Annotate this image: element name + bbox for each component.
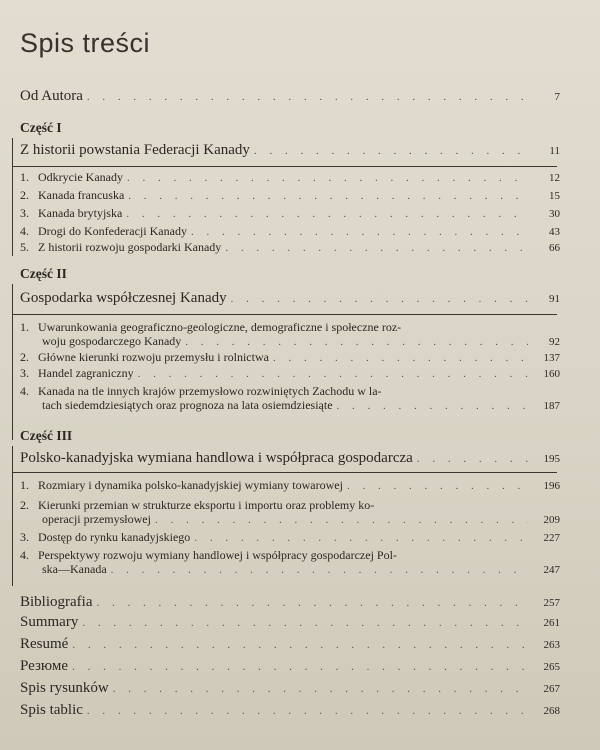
- part-title: [20, 450, 560, 470]
- toc-label: Od Autora: [20, 88, 83, 104]
- part-rule: [12, 314, 557, 315]
- leader-dots: [417, 453, 528, 465]
- toc-entry: [20, 366, 560, 386]
- part-rule: [12, 472, 557, 473]
- toc-page-number: 92: [549, 336, 560, 348]
- toc-entry: [42, 512, 560, 532]
- toc-page-number: 30: [549, 208, 560, 220]
- item-number: 1.: [20, 320, 29, 334]
- toc-page-number: 196: [543, 480, 560, 492]
- toc-entry-line1: [20, 548, 397, 563]
- toc-label: ska—Kanada: [42, 562, 107, 576]
- toc-page-number: 15: [549, 190, 560, 202]
- item-number: 1.: [20, 170, 29, 184]
- toc-label: Główne kierunki rozwoju przemysłu i rolnictwa: [38, 350, 269, 364]
- toc-page-number: 160: [543, 368, 560, 380]
- page-title: Spis treści: [20, 28, 151, 58]
- part-rule-vertical: [12, 138, 13, 256]
- toc-page-number: 263: [543, 639, 560, 651]
- toc-entry-back-matter: [20, 636, 560, 656]
- toc-entry-back-matter: [20, 594, 560, 614]
- toc-page-number: 265: [543, 661, 560, 673]
- leader-dots: [87, 91, 528, 103]
- toc-entry-line1: [20, 320, 401, 335]
- toc-page-number: 7: [554, 91, 560, 103]
- leader-dots: [72, 661, 528, 673]
- item-number: 3.: [20, 206, 29, 220]
- toc-label: Rozmiary i dynamika polsko-kanadyjskiej wymiany towarowej: [38, 478, 343, 492]
- toc-page-number: 268: [543, 705, 560, 717]
- toc-entry-line1: [20, 384, 382, 399]
- toc-entry: [20, 170, 560, 190]
- part-title: [20, 142, 560, 162]
- toc-entry-back-matter: [20, 614, 560, 634]
- toc-label: tach siedemdziesiątych oraz prognoza na lata osiemdziesiąte: [42, 398, 333, 412]
- toc-page-number: 43: [549, 226, 560, 238]
- leader-dots: [111, 564, 528, 576]
- toc-entry-back-matter: [20, 702, 560, 722]
- part-heading: Część III: [20, 428, 73, 443]
- leader-dots: [155, 514, 528, 526]
- toc-entry: [20, 478, 560, 498]
- toc-entry-back-matter: [20, 658, 560, 678]
- part-heading: Część II: [20, 266, 67, 281]
- item-number: 3.: [20, 530, 29, 544]
- leader-dots: [273, 352, 528, 364]
- toc-label: Summary: [20, 614, 79, 630]
- item-number: 2.: [20, 188, 29, 202]
- part-rule-vertical: [12, 284, 13, 440]
- toc-entry: [20, 206, 560, 226]
- part-title-text: Z historii powstania Federacji Kanady: [20, 142, 250, 158]
- item-number: 4.: [20, 224, 29, 238]
- toc-label: Bibliografia: [20, 594, 93, 610]
- leader-dots: [126, 208, 528, 220]
- toc-label-line1: Perspektywy rozwoju wymiany handlowej i współpracy gospodarczej Pol-: [38, 548, 397, 562]
- toc-page-number: 137: [543, 352, 560, 364]
- leader-dots: [225, 242, 528, 254]
- part-title-text: Gospodarka współczesnej Kanady: [20, 290, 227, 306]
- toc-label-line1: Kanada na tle innych krajów przemysłowo rozwiniętych Zachodu w la-: [38, 384, 382, 398]
- toc-page-number: 267: [543, 683, 560, 695]
- item-number: 4.: [20, 384, 29, 398]
- toc-label: Z historii rozwoju gospodarki Kanady: [38, 240, 222, 254]
- leader-dots: [337, 400, 528, 412]
- part-rule: [12, 166, 557, 167]
- toc-label-line1: Kierunki przemian w strukturze eksportu i importu oraz problemy ko-: [38, 498, 375, 512]
- toc-entry-line1: [20, 498, 374, 513]
- item-number: 1.: [20, 478, 29, 492]
- leader-dots: [138, 368, 528, 380]
- toc-entry: [20, 530, 560, 550]
- toc-entry: [20, 240, 560, 260]
- leader-dots: [96, 597, 528, 609]
- toc-label: Handel zagraniczny: [38, 366, 134, 380]
- item-number: 3.: [20, 366, 29, 380]
- leader-dots: [231, 293, 528, 305]
- part-title-text: Polsko-kanadyjska wymiana handlowa i współpraca gospodarcza: [20, 450, 413, 466]
- toc-label: Resumé: [20, 636, 69, 652]
- toc-entry: [42, 562, 560, 582]
- toc-page-number: 11: [549, 145, 560, 157]
- toc-entry-intro: [20, 88, 560, 108]
- leader-dots: [194, 532, 528, 544]
- item-number: 5.: [20, 240, 29, 254]
- toc-page-number: 91: [549, 293, 560, 305]
- leader-dots: [128, 190, 528, 202]
- toc-label: Odkrycie Kanady: [38, 170, 123, 184]
- item-number: 4.: [20, 548, 29, 562]
- leader-dots: [113, 683, 528, 695]
- toc-label: Dostęp do rynku kanadyjskiego: [38, 530, 191, 544]
- toc-page-number: 257: [543, 597, 560, 609]
- part-title: [20, 290, 560, 310]
- toc-label: Spis tablic: [20, 702, 83, 718]
- leader-dots: [87, 705, 528, 717]
- toc-label: Kanada francuska: [38, 188, 125, 202]
- toc-label: Резюме: [20, 658, 69, 674]
- toc-entry-back-matter: [20, 680, 560, 700]
- part-heading: Część I: [20, 120, 62, 135]
- toc-entry: [42, 398, 560, 418]
- toc-entry: [20, 188, 560, 208]
- toc-label: operacji przemysłowej: [42, 512, 151, 526]
- toc-label: Kanada brytyjska: [38, 206, 123, 220]
- part-rule-vertical: [12, 446, 13, 586]
- item-number: 2.: [20, 498, 29, 512]
- toc-page-number: 209: [543, 514, 560, 526]
- leader-dots: [347, 480, 528, 492]
- toc-label: Drogi do Konfederacji Kanady: [38, 224, 187, 238]
- item-number: 2.: [20, 350, 29, 364]
- leader-dots: [254, 145, 528, 157]
- leader-dots: [82, 617, 528, 629]
- leader-dots: [185, 336, 528, 348]
- toc-label: woju gospodarczego Kanady: [42, 334, 182, 348]
- toc-page-number: 261: [543, 617, 560, 629]
- leader-dots: [191, 226, 528, 238]
- toc-page-number: 247: [543, 564, 560, 576]
- toc-page-number: 227: [543, 532, 560, 544]
- toc-label-line1: Uwarunkowania geograficzno-geologiczne, demograficzne i społeczne roz-: [38, 320, 402, 334]
- toc-label: Spis rysunków: [20, 680, 109, 696]
- toc-page-number: 12: [549, 172, 560, 184]
- toc-page-number: 66: [549, 242, 560, 254]
- toc-page-number: 195: [543, 453, 560, 465]
- leader-dots: [72, 639, 528, 651]
- toc-page-number: 187: [543, 400, 560, 412]
- leader-dots: [127, 172, 528, 184]
